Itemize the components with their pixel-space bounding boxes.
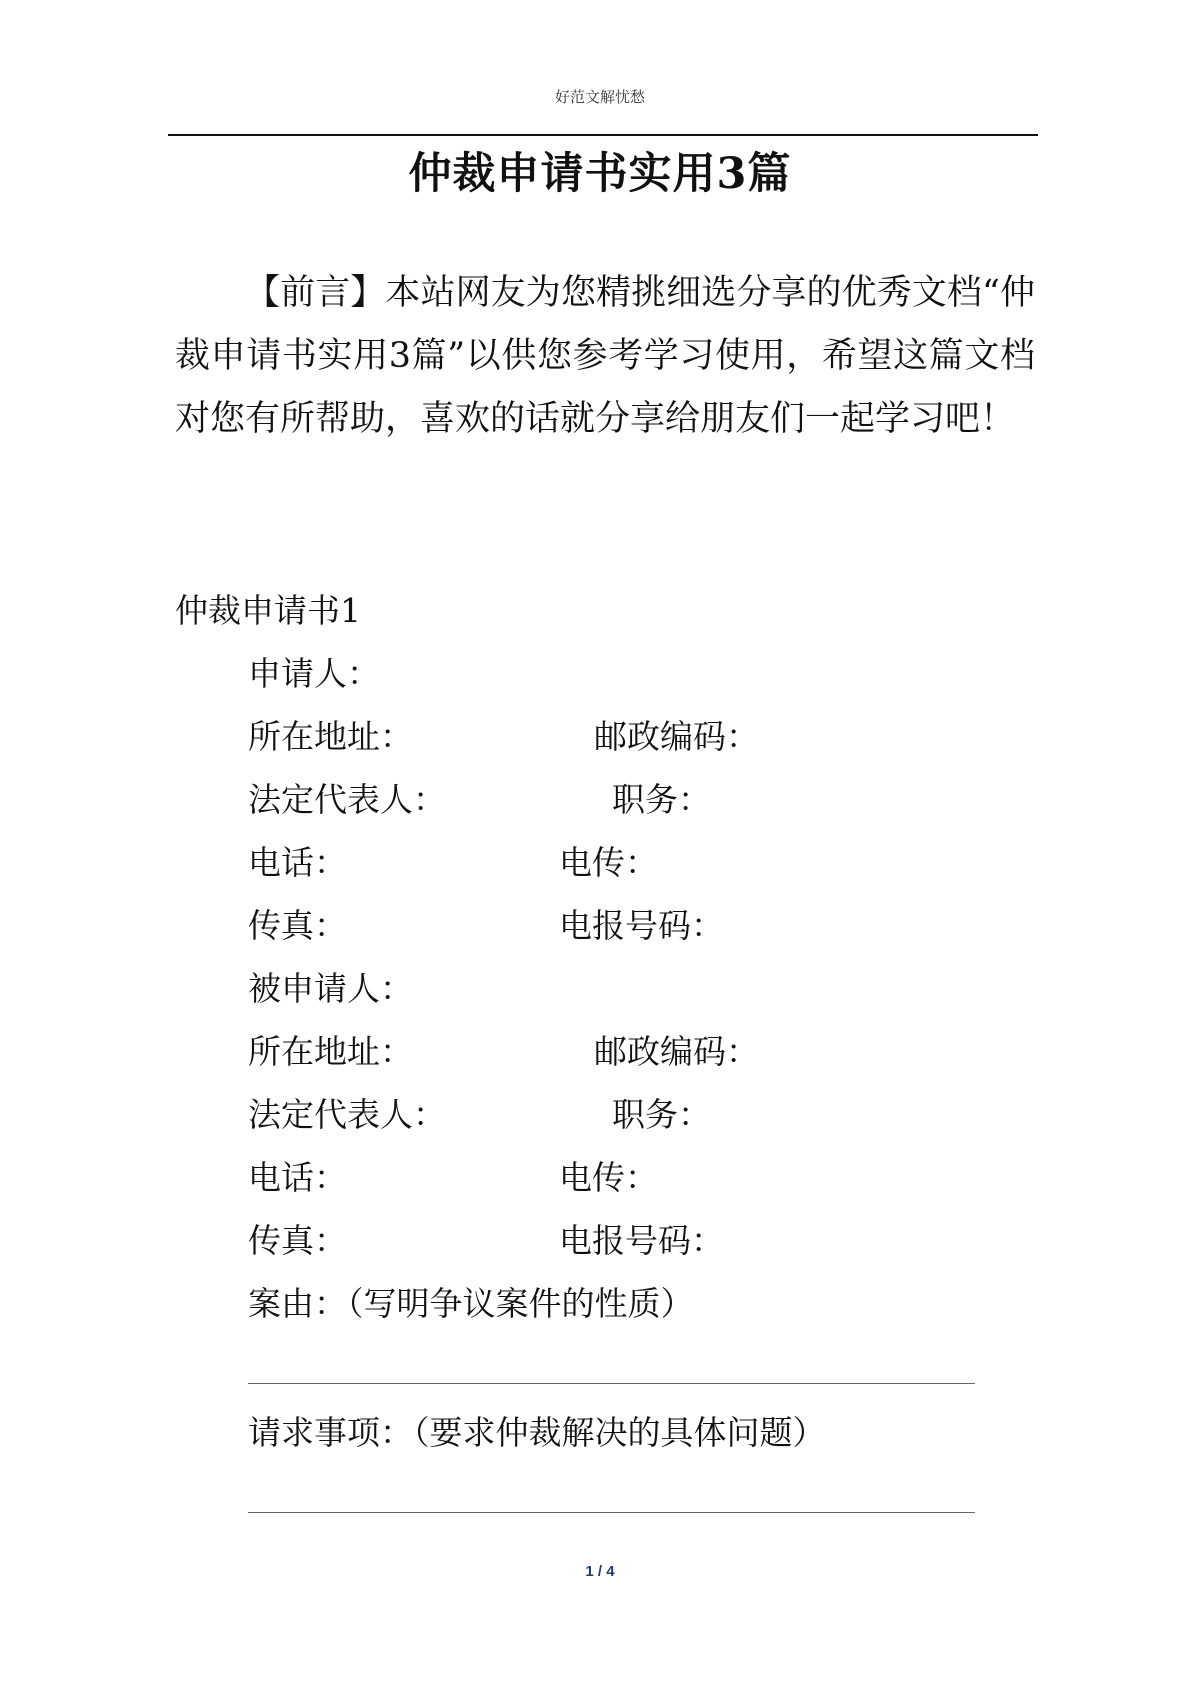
applicant-fax-row bbox=[248, 900, 1048, 963]
respondent-address-row bbox=[248, 1026, 1048, 1089]
applicant-legal-rep-label: 法定代表人： bbox=[248, 780, 446, 819]
applicant-telex-label: 电传： bbox=[559, 843, 658, 882]
document-title: 仲裁申请书实用3篇 bbox=[408, 149, 792, 199]
applicant-label: 申请人： bbox=[248, 654, 380, 693]
header-divider bbox=[168, 134, 1038, 136]
respondent-address-label: 所在地址： bbox=[248, 1032, 413, 1071]
respondent-heading-row bbox=[248, 963, 1048, 1026]
respondent-telex-label: 电传： bbox=[559, 1158, 658, 1197]
respondent-label: 被申请人： bbox=[248, 969, 413, 1008]
applicant-postal-code-label: 邮政编码： bbox=[594, 717, 759, 756]
applicant-address-row bbox=[248, 711, 1048, 774]
applicant-address-label: 所在地址： bbox=[248, 717, 413, 756]
respondent-position-label: 职务： bbox=[612, 1095, 711, 1134]
case-cause-label: 案由：（写明争议案件的性质） bbox=[248, 1284, 694, 1323]
respondent-fax-row bbox=[248, 1215, 1048, 1278]
respondent-legal-rep-label: 法定代表人： bbox=[248, 1095, 446, 1134]
page-number: 1 / 4 bbox=[585, 1563, 615, 1580]
respondent-postal-code-label: 邮政编码： bbox=[594, 1032, 759, 1071]
respondent-fax-label: 传真： bbox=[248, 1221, 347, 1260]
case-cause-row bbox=[248, 1278, 1048, 1341]
applicant-heading-row bbox=[248, 648, 1048, 711]
applicant-fax-label: 传真： bbox=[248, 906, 347, 945]
applicant-position-label: 职务： bbox=[612, 780, 711, 819]
respondent-phone-label: 电话： bbox=[248, 1158, 347, 1197]
applicant-legal-rep-row bbox=[248, 774, 1048, 837]
section-heading: 仲裁申请书1 bbox=[175, 591, 361, 630]
applicant-phone-label: 电话： bbox=[248, 843, 347, 882]
respondent-phone-row bbox=[248, 1152, 1048, 1215]
respondent-telegram-label: 电报号码： bbox=[559, 1221, 724, 1260]
case-cause-blank-line bbox=[248, 1383, 975, 1384]
form-fields bbox=[248, 648, 1048, 1341]
applicant-phone-row bbox=[248, 837, 1048, 900]
preface-paragraph: 【前言】本站网友为您精挑细选分享的优秀文档“仲裁申请书实用3篇”以供您参考学习使用，希望这篇文档对您有所帮助，喜欢的话就分享给朋友们一起学习吧！ bbox=[175, 273, 1035, 439]
respondent-legal-rep-row bbox=[248, 1089, 1048, 1152]
request-items-blank-line bbox=[248, 1512, 975, 1513]
applicant-telegram-label: 电报号码： bbox=[559, 906, 724, 945]
request-items-label: 请求事项：（要求仲裁解决的具体问题） bbox=[248, 1413, 826, 1452]
page-header: 好范文解忧愁 bbox=[554, 88, 645, 106]
